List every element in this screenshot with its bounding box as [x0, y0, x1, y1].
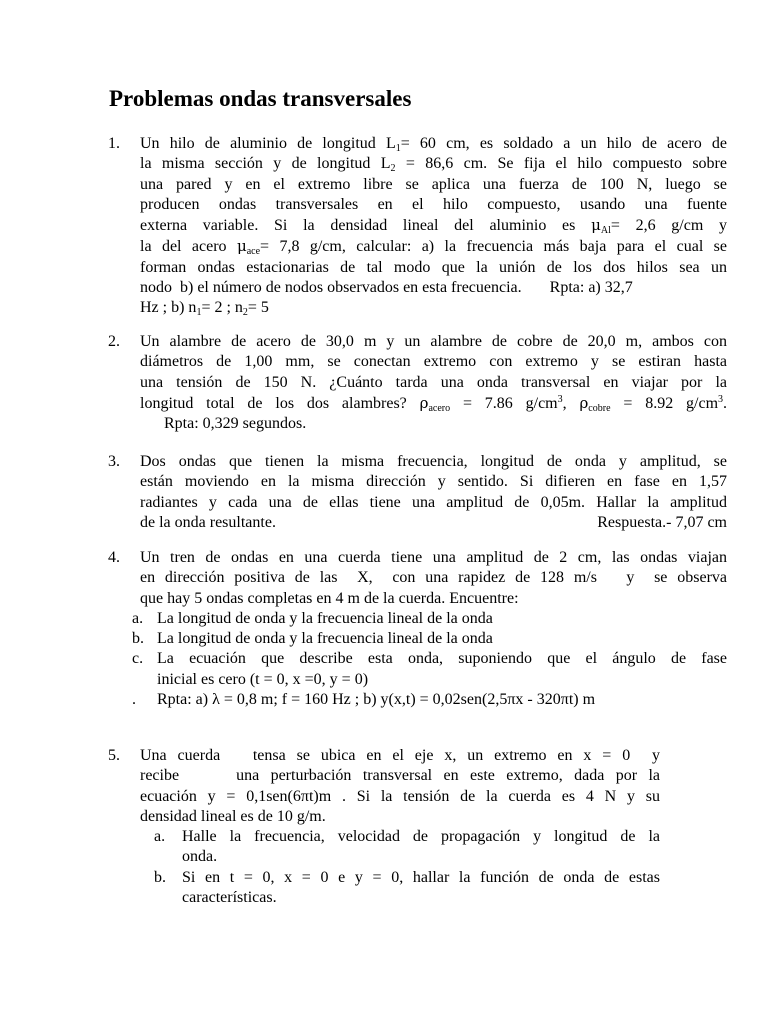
list-item: a. Halle la frecuencia, velocidad de propagación y longitud de la onda.: [154, 828, 660, 866]
problem-text: [140, 452, 727, 533]
text-line: la misma sección y de longitud $L_2 = 86,6$ cm. Se fija el hilo compuesto sobre: [140, 155, 727, 175]
text-line: Dos ondas que tienen la misma frecuencia, longitud de onda y amplitud, se: [140, 453, 727, 470]
text-line: longitud total de los dos alambres? $\rho_{acero} = 7.86$ $g/cm^3$, $\rho_{cobre} = 8.92$ $g/cm^3$.: [140, 393, 728, 414]
text-line: radiantes y cada una de ellas tiene una amplitud de 0,05m. Hallar la amplitud: [140, 493, 727, 511]
text-line: nodo b) el número de nodos observados en esta frecuencia. Rpta: a) 32,7: [140, 279, 633, 297]
problem-text: [140, 134, 727, 319]
text-line: una tensión de 150 N. ¿Cuánto tarda una onda transversal en viajar por la: [140, 373, 727, 391]
answer-text: Respuesta.- 7,07 cm: [597, 513, 727, 531]
list-item: a. La longitud de onda y la frecuencia lineal de la onda: [132, 609, 493, 627]
problem-text: [140, 332, 727, 434]
text-line: Un alambre de acero de 30,0 m y un alambre de cobre de 20,0 m, ambos con: [140, 333, 727, 350]
text-line: la del acero $\mu_{ace}= 7,8$ g/cm, calcular: a) la frecuencia más baja para el cual se: [140, 237, 727, 258]
text-line: una pared y en el extremo libre se aplica una fuerza de 100 N, luego se: [140, 175, 727, 193]
problem-number: 3.: [108, 453, 120, 470]
answer-item: . Rpta: a) λ = 0,8 m; f = 160 Hz ; b) y(x,t) = 0,02sen(2,5πx - 320πt) m: [140, 690, 727, 710]
text-line: producen ondas transversales en el hilo compuesto, usando una fuente: [140, 195, 727, 213]
text-line: Un tren de ondas en una cuerda tiene una amplitud de 2 cm, las ondas viajan: [140, 549, 727, 566]
text-line: externa variable. Si la densidad lineal del aluminio es $\mu_{Al}= 2,6$ g/cm y: [140, 216, 728, 237]
text-line: forman ondas estacionarias de tal modo que la unión de los dos hilos sea un: [140, 258, 727, 276]
text-line: están moviendo en la misma dirección y sentido. Si difieren en fase en 1,57: [140, 473, 727, 491]
text-line: que hay 5 ondas completas en 4 m de la cuerda. Encuentre:: [140, 589, 519, 607]
list-item: b. Si en t = 0, x = 0 e y = 0, hallar la función de onda de estas características.: [154, 868, 660, 907]
text-line: Un hilo de aluminio de longitud $L_1= 60$ cm, es soldado a un hilo de acero de: [140, 135, 728, 154]
problem-number: 4.: [108, 549, 120, 566]
text-line: Hz ; b) $n_1= 2$ ; $n_2= 5$: [140, 299, 269, 319]
text-line: recibe una perturbación transversal en este extremo, dada por la: [140, 767, 660, 785]
problem-text: [132, 548, 727, 710]
list-item: c. La ecuación que describe esta onda, suponiendo que el ángulo de fase inicial es cero (t = 0, x =0, y = 0): [132, 650, 727, 688]
text-line: en dirección positiva de las X, con una rapidez de 128 m/s y se observa: [140, 569, 727, 587]
text-line: de la onda resultante. Respuesta.- 7,07 cm: [140, 513, 727, 533]
list-item: b. La longitud de onda y la frecuencia lineal de la onda: [132, 630, 493, 648]
page-title: Problemas ondas transversales: [109, 86, 412, 111]
answer-text: Rpta: a) λ = 0,8 m; f = 160 Hz ; b) y(x,t) = 0,02sen(2,5πx - 320πt) m: [157, 691, 596, 709]
text-line: Una cuerda tensa se ubica en el eje x, un extremo en x = 0 y: [140, 747, 660, 764]
text-line: densidad lineal es de 10 g/m.: [140, 807, 326, 825]
sub-question-list: [140, 827, 660, 908]
text-line: diámetros de 1,00 mm, se conectan extremo con extremo y se estiran hasta: [140, 353, 727, 371]
problem-number: 1.: [108, 135, 120, 152]
answer-text: Rpta: 0,329 segundos.: [164, 415, 307, 433]
problem-number: 2.: [108, 333, 120, 350]
text-line: ecuación y = 0,1sen(6πt)m . Si la tensión de la cuerda es 4 N y su: [140, 787, 660, 805]
problem-text: [140, 746, 660, 908]
sub-question-list: [132, 609, 727, 710]
problem-number: 5.: [108, 747, 120, 764]
